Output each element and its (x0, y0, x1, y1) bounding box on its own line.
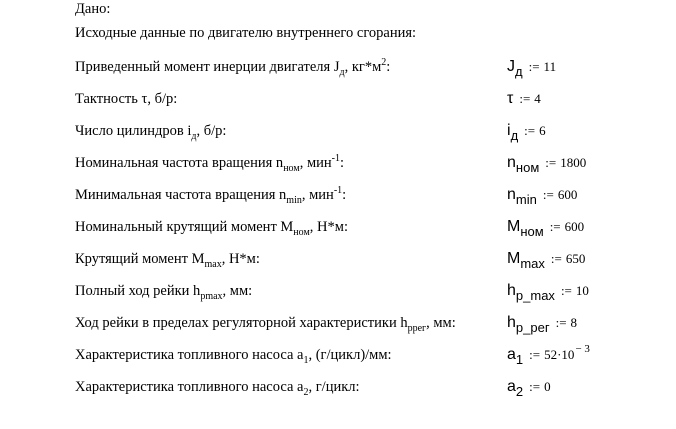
param-formula[interactable]: $a_2$ := 0 (507, 378, 551, 399)
param-formula[interactable]: $n_{ном}$ := 1800 (507, 154, 587, 175)
param-row-max-torque (0, 250, 676, 272)
param-formula[interactable]: $M_{max}$ := 650 (507, 250, 586, 271)
param-description: Характеристика топливного насоса $a_1$, (г/цикл)/мм: (75, 347, 392, 366)
param-row-inertia (0, 58, 676, 80)
param-formula[interactable]: $J_д$ := 11 (507, 58, 557, 79)
param-description: Крутящий момент $M_{max}$, Н*м: (75, 251, 260, 270)
param-row-stroke (0, 90, 676, 112)
param-row-pump-a1 (0, 343, 676, 368)
param-formula[interactable]: $n_{min}$ := 600 (507, 186, 578, 207)
param-description: Число цилиндров $i_д$, б/р: (75, 123, 227, 142)
param-formula[interactable]: $M_{ном}$ := 600 (507, 218, 585, 239)
param-row-nominal-torque (0, 218, 676, 240)
param-formula[interactable]: $h_{p\_max}$ := 10 (507, 282, 589, 303)
param-description: Номинальный крутящий момент $M_{ном}$, Н*м: (75, 219, 348, 238)
param-description: Характеристика топливного насоса $a_2$, г/цикл: (75, 379, 360, 398)
param-row-rack-travel (0, 282, 676, 304)
param-row-rack-regulator (0, 314, 676, 336)
param-formula[interactable]: $h_{p\_рег}$ := 8 (507, 314, 578, 335)
param-row-pump-a2 (0, 378, 676, 400)
param-row-cylinders (0, 122, 676, 144)
param-description: Приведенный момент инерции двигателя $J_д$, $кг*м^2$: (75, 57, 391, 78)
param-formula[interactable]: $a_1$ := $52\cdot 10^{- 3}$ (507, 343, 590, 367)
param-description: Минимальная частота вращения $n_{min}$, мин$^{-1}$: (75, 185, 347, 206)
param-description: Ход рейки в пределах регуляторной характеристики $h_{pрег}$, мм: (75, 315, 456, 334)
param-description: Тактность τ, б/р: (75, 91, 178, 107)
param-formula[interactable]: τ := 4 (507, 90, 541, 107)
heading-given: Дано: (75, 1, 111, 17)
heading-initial-data: Исходные данные по двигателю внутреннего сгорания: (75, 25, 417, 41)
param-formula[interactable]: $i_д$ := 6 (507, 122, 546, 143)
param-row-nominal-speed (0, 154, 676, 176)
param-description: Номинальная частота вращения $n_{ном}$, мин$^{-1}$: (75, 153, 345, 174)
param-row-min-speed (0, 186, 676, 208)
param-description: Полный ход рейки $h_{pmax}$, мм: (75, 283, 253, 302)
